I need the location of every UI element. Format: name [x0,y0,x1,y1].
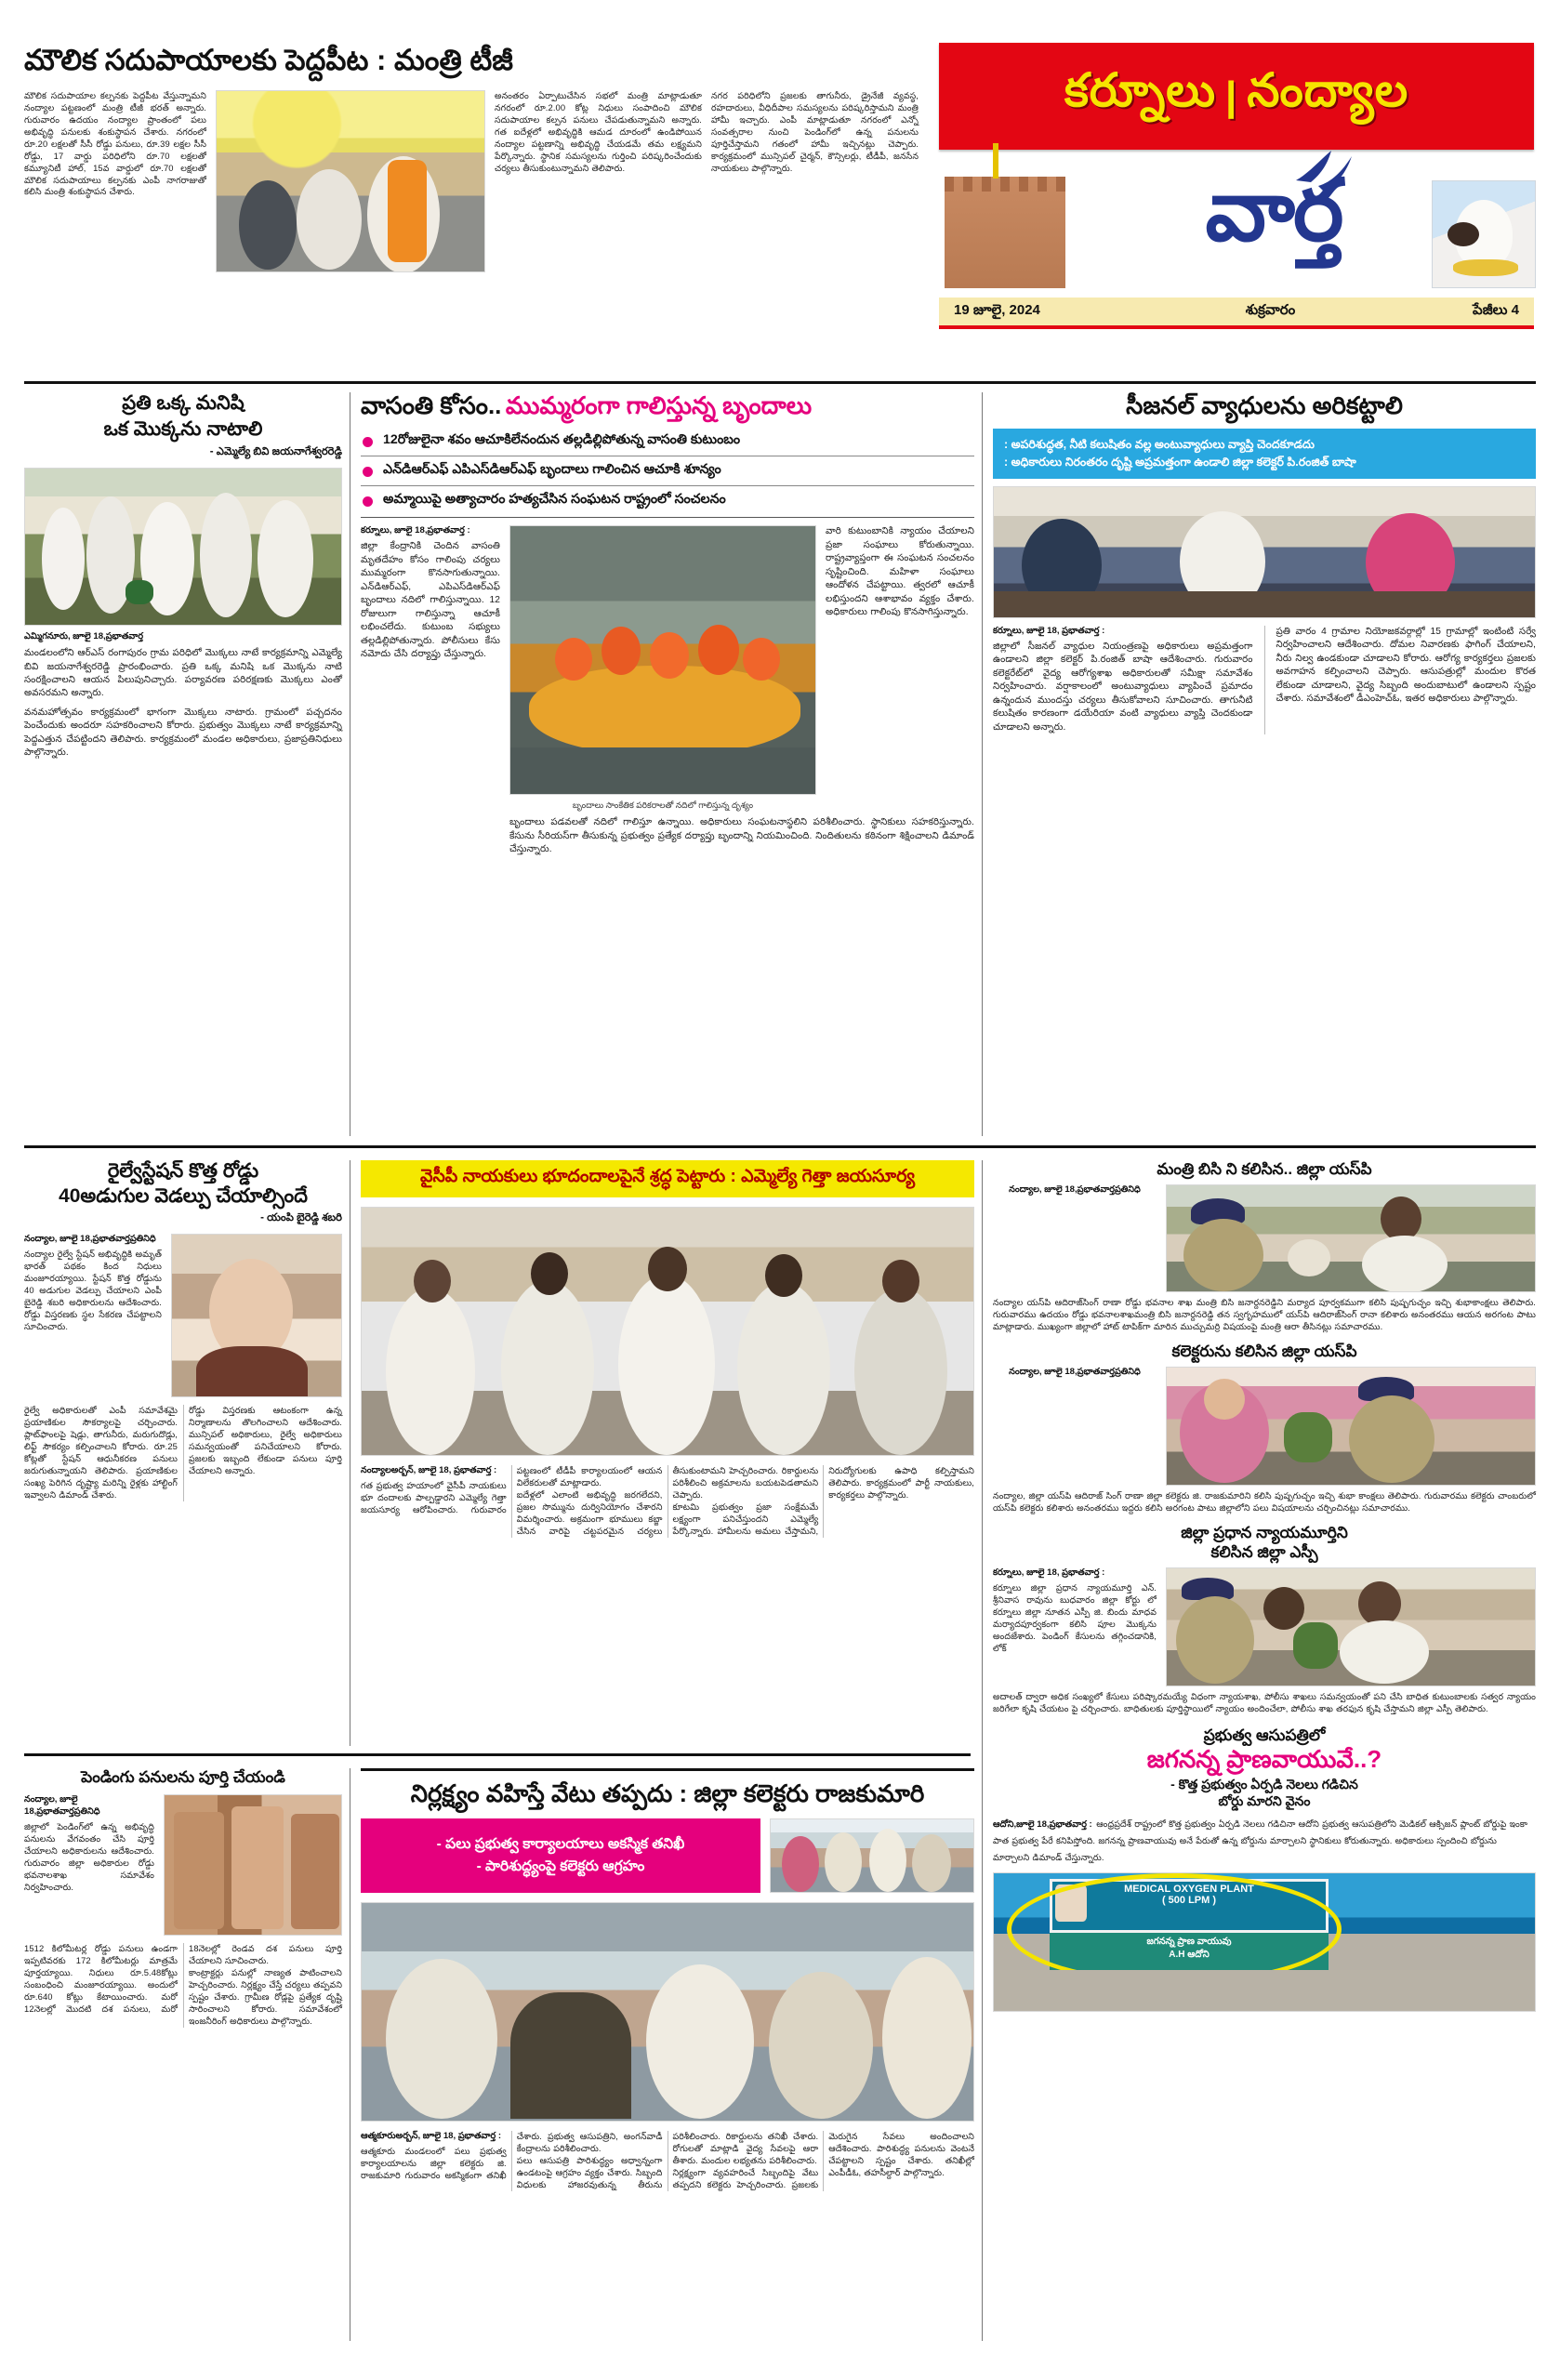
railway-headline-2: 40అడుగుల వెడల్పు చేయాల్సిందే [59,1184,308,1207]
masthead-title-right: నంద్యాల [1247,64,1409,116]
railway-headline-1: రైల్వేస్టేషన్ కొత్త రోడ్డు [107,1160,259,1182]
seasonal-ribbon-line-1: : అపరిశుద్ధత, నీటి కలుషితం వల్ల అంటువ్యాధులు వ్యాప్తి చెందకూడదు [1004,438,1315,452]
vasanthi-col2: బృందాలు పడవలతో నదిలో గాలిస్తూ ఉన్నాయి. అధికారులు సంఘటనాస్థలిని పరిశీలించారు. స్థానికులు సహకరిస్తున్నారు. కేసును సీరియస్‌గా తీసుకున్న ప్రభుత్వం ప్రత్యేక దర్యాప్తు బృందాన్ని నియమించింది. నిందితులను కఠినంగా శిక్షించాలని డిమాండ్ చేస్తున్నారు. [509,817,974,855]
judge-sp-headline-2: కలిసిన జిల్లా ఎస్పీ [1210,1542,1318,1561]
oxygen-sign-line-3: జగనన్న ప్రాణ వాయువు [1146,1937,1232,1948]
row-divider-3 [24,1753,971,1756]
ysrcp-col1: గత ప్రభుత్వ హయాంలో వైసీపీ నాయకులు భూ దందాలకు పాల్పడ్డారని ఎమ్మెల్యే గెత్తా జయసూర్య ఆరోపించారు. గురువారం పట్టణంలో టీడీపీ కార్యాలయంలో ఆయన విలేకరులతో మాట్లాడారు. [361,1465,663,1514]
raid-col3: నిర్లక్ష్యంగా వ్యవహరించే సిబ్బందిపై వేటు తప్పదని కలెక్టరు హెచ్చరించారు. ప్రజలకు మెరుగైన సేవలు అందించాలని ఆదేశించారు. పారిశుద్ధ్య పనులను వెంటనే చేపట్టాలని స్పష్టం చేశారు. తనిఖీల్లో ఎంపీడీఓ, తహసీల్దార్ పాల్గొన్నారు. [672,2131,974,2189]
story-collector-sp [993,1342,1536,1514]
date-bar [939,298,1534,329]
pending-col3: కాంట్రాక్టర్లు పనుల్లో నాణ్యత పాటించాలని హెచ్చరించారు. నిర్లక్ష్యం చేస్తే చర్యలు తప్పవని స్పష్టం చేశారు. గ్రామీణ రోడ్లపై ప్రత్యేక దృష్టి సారించాలని కోరారు. సమావేశంలో ఇంజనీరింగ్ అధికారులు పాల్గొన్నారు. [189,1966,342,2026]
ysrcp-headline: వైసీపీ నాయకులు భూదందాలపైనే శ్రద్ధ పెట్టారు : ఎమ్మెల్యే గెత్తా జయసూర్య [419,1167,916,1186]
oxygen-sign-line-4: A.H ఆదోని [1169,1950,1210,1961]
seasonal-ribbon [993,429,1536,479]
raid-photo-large [361,1902,974,2122]
story-ysrcp [361,1160,974,1538]
publication-day: శుక్రవారం [1245,301,1296,318]
raid-photo-small [770,1818,974,1893]
seasonal-col2: ప్రతి వారం 4 గ్రామాల నియోజకవర్గాల్లో 15 గ్రామాల్లో ఇంటింటి సర్వే నిర్వహించాలని ఆదేశించారు. దోమల నివారణకు ఫాగింగ్ చేయాలని, నీరు నిల్వ ఉండకుండా చూడాలని కోరారు. ఆరోగ్య కార్యకర్తలు ప్రజలకు అవగాహన కల్పించాలని చెప్పారు. ఆసుపత్రుల్లో మందుల కొరత లేకుండా చూడాలని, వైద్య సిబ్బంది అందుబాటులో ఉండాలని స్పష్టం చేశారు. సమావేశంలో డీఎంహెచ్‌ఓ, ఇతర అధికారులు పాల్గొన్నారు. [1276,626,1536,705]
railway-byline: - యంపి బైరెడ్డి శబరి [260,1212,342,1224]
pending-col1: జిల్లాలో పెండింగ్‌లో ఉన్న అభివృద్ధి పనులను వేగవంతం చేసి పూర్తి చేయాలని అధికారులను ఆదేశించారు. గురువారం జిల్లా అధికారుల రోడ్డు భవనాలశాఖ సమావేశం నిర్వహించారు. [24,1821,154,1892]
raid-ribbon-line-1: - పలు ప్రభుత్వ కార్యాలయాలు అకస్మిక తనిఖీ [436,1836,685,1853]
collector-sp-photo [1166,1367,1536,1486]
vasanthi-headline-pink: ముమ్మరంగా గాలిస్తున్న బృందాలు [505,391,813,419]
raid-col2: పలు ఆసుపత్రి పారిశుద్ధ్యం అధ్వాన్నంగా ఉండటంపై ఆగ్రహం వ్యక్తం చేశారు. సిబ్బంది విధులకు హాజరవుతున్న తీరును పరిశీలించారు. రికార్డులను తనిఖీ చేశారు. రోగులతో మాట్లాడి వైద్య సేవలపై ఆరా తీశారు. మందుల లభ్యతను పరిశీలించారు. [516,2131,819,2189]
judge-sp-body-1: కర్నూలు జిల్లా ప్రధాన న్యాయమూర్తి ఎన్. శ్రీనివాస రావును బుధవారం జిల్లా కోర్టు లో కర్నూలు జిల్లా నూతన ఎస్పీ జి. బిందు మాధవ మర్యాదపూర్వకంగా కలిసి పూల మొక్కను అందజేశారు. పెండింగ్ కేసులను తగ్గించడానికి, లోక్ [993,1581,1157,1653]
vasanthi-headline-black: వాసంతి కోసం.. [361,391,502,419]
oxygen-sign-line-2: ( 500 LPM ) [1161,1895,1217,1907]
masthead-wordmark [1078,152,1469,292]
masthead-divider: | [1225,73,1238,119]
story-railway [24,1160,342,1501]
plant-body-2: వనమహోత్సవం కార్యక్రమంలో భాగంగా మొక్కలు నాటారు. గ్రామంలో పచ్చదనం పెంచేందుకు అందరూ సహకరించాలని కోరారు. ప్రభుత్వం మొక్కలు నాటే కార్యక్రమాన్ని పెద్దఎత్తున చేపట్టిందని తెలిపారు. కార్యక్రమంలో మండల అధికారులు, ప్రజాప్రతినిధులు పాల్గొన్నారు. [24,707,342,759]
vasanthi-col3: వారి కుటుంబానికి న్యాయం చేయాలని ప్రజా సంఘాలు కోరుతున్నాయి. రాష్ట్రవ్యాప్తంగా ఈ సంఘటన సంచలనం సృష్టించింది. మహిళా సంఘాలు ఆందోళన చేపట్టాయి. త్వరలో ఆచూకీ లభిస్తుందని ఆశాభావం వ్యక్తం చేశారు. అధికారులు గాలింపు కొనసాగిస్తున్నారు. [826,526,974,618]
col-divider-b [982,392,983,1136]
plant-headline-1: ప్రతి ఒక్క మనిషి [122,392,245,414]
plant-body-1: మండలంలోని ఆర్‌ఎస్ రంగాపురం గ్రామ పరిధిలో మొక్కలు నాటే కార్యక్రమాన్ని ఎమ్మెల్యే బివి జయనాగేశ్వరరెడ్డి ప్రారంభించారు. ప్రతి ఒక్క మనిషి ఒక మొక్కను నాటి సంరక్షించాలని ఆయన పిలుపునిచ్చారు. పర్యావరణ పరిరక్షణకు మొక్కలు ఎంతో అవసరమని అన్నారు. [24,648,342,699]
judge-sp-photo [1166,1567,1536,1686]
railway-col1: నంద్యాల రైల్వే స్టేషన్ అభివృద్ధికి అమృత్ భారత్ పథకం కింద నిధులు మంజూరయ్యాయి. స్టేషన్ కొత్త రోడ్డును 40 అడుగుల వెడల్పు చేయాలని ఎంపీ బైరెడ్డి శబరి అధికారులను ఆదేశించారు. రోడ్డు విస్తరణకు స్థల సేకరణ చేపట్టాలని సూచించారు. [24,1249,162,1331]
publication-date: 19 జూలై, 2024 [954,301,1040,318]
seasonal-photo [993,486,1536,618]
minister-sp-photo [1166,1184,1536,1292]
pending-headline: పెండింగు పనులను పూర్తి చేయండి [81,1768,285,1786]
story-collector-raid [361,1768,974,2191]
vasanthi-col1: జిల్లా కేంద్రానికి చెందిన వాసంతి మృతదేహం కోసం గాలింపు చర్యలు ముమ్మరంగా కొనసాగుతున్నాయి. ఎన్‌డిఆర్‌ఎఫ్, ఎపిఎస్‌డిఆర్‌ఎఫ్ బృందాలు నదిలో గాలిస్తున్నాయి. 12 రోజులుగా గాలిస్తున్నా ఆచూకీ లభించలేదు. కుటుంబ సభ్యులు తల్లడిల్లిపోతున్నారు. పోలీసులు కేసు నమోదు చేసి దర్యాప్తు చేస్తున్నారు. [361,541,500,659]
plant-dateline: ఎమ్మిగనూరు, జూలై 18,ప్రభాతవార్త [24,631,144,642]
story-seasonal [993,392,1536,734]
minister-sp-dateline: నంద్యాల, జూలై 18,ప్రభాతవార్తప్రతినిధి [1009,1184,1141,1196]
ysrcp-col2: ఐదేళ్లలో ఎలాంటి అభివృద్ధి జరగలేదని, ప్రజల సొమ్మును దుర్వినియోగం చేశారని విమర్శించారు. అక్రమంగా భూములు కబ్జా చేసిన వారిపై చట్టపరమైన చర్యలు తీసుకుంటామని హెచ్చరించారు. రికార్డులను పరిశీలించి అక్రమాలను బయటపెడతామని చెప్పారు. [516,1465,819,1536]
seasonal-ribbon-line-2: : అధికారులు నిరంతరం దృష్టి అప్రమత్తంగా ఉండాలి జిల్లా కలెక్టర్ పి.రంజిత్ బాషా [1004,455,1356,469]
story-oxygen [993,1726,1536,2012]
masthead-title-left: కర్నూలు [1064,64,1217,116]
story-vasanthi [361,392,974,857]
raid-ribbon-line-2: - పారిశుద్ధ్యంపై కలెక్టరు ఆగ్రహం [476,1858,645,1875]
pending-dateline: నంద్యాల, జూలై 18,ప్రభాతవార్తప్రతినిధి [24,1794,100,1818]
plant-photo [24,468,342,626]
judge-sp-body-2: అదాలత్ ద్వారా అధిక సంఖ్యలో కేసులు పరిష్కారమయ్యే విధంగా న్యాయశాఖ, పోలీసు శాఖలు సమన్వయంతో పని చేసి బాధిత కుటుంబాలకు సత్వర న్యాయం జరిగేలా కృషి చేయటం పై చర్చించారు. బాధితులకు పూర్తిస్థాయిలో న్యాయం అందించేలా, పోలీసు శాఖ తరఫున కృషి చేస్తామని జిల్లా ఎస్పీ తెలిపారు. [993,1690,1536,1713]
seasonal-col1: జిల్లాలో సీజనల్ వ్యాధుల నియంత్రణపై అధికారులు అప్రమత్తంగా ఉండాలని జిల్లా కలెక్టర్ పి.రంజిత్ బాషా ఆదేశించారు. గురువారం కలెక్టరేట్‌లో వైద్య ఆరోగ్యశాఖ అధికారులతో సమీక్షా సమావేశం నిర్వహించారు. వర్షాకాలంలో అంటువ్యాధులు వ్యాపించే ప్రమాదం ఉన్నందున ముందస్తు చర్యలు తీసుకోవాలని సూచించారు. తాగునీటి కలుషితం కారణంగా డయేరియా వంటి వ్యాధులు వ్యాప్తి చెందకుండా చూడాలని అన్నారు. [993,641,1253,733]
story-judge-sp [993,1524,1536,1715]
raid-col1: ఆత్మకూరు మండలంలో పలు ప్రభుత్వ కార్యాలయాలను జిల్లా కలెక్టరు జి. రాజకుమారి గురువారం అకస్మికంగా తనిఖీ చేశారు. ప్రభుత్వ ఆసుపత్రిని, అంగన్‌వాడీ కేంద్రాలను పరిశీలించారు. [361,2131,663,2181]
fort-illustration [945,177,1065,288]
minister-sp-body: నంద్యాల యస్‌పి ఆదిరాజ్‌సింగ్ రాణా రోడ్డు భవనాల శాఖ మంత్రి బిసి జనార్దనరెడ్డిని మర్యాద పూర్వకముగా కలిసి పుష్పగుచ్ఛం ఇచ్చి శుభాకాంక్షలు తెలిపారు. గురువారము ఉదయం రోడ్డు భవనాలశాఖమంత్రి బిసి జనార్దనరెడ్డి తన స్వగృహములో యస్‌పి ఆదిరాజ్‌సింగ్ రానా కలిశారు అనంతరము ఆయన అరగంట పాటు మాట్లాడారు. ముఖ్యంగా జిల్లాలో హాట్ టాపిక్‌గా మారిన ముచ్చుమర్రి విషయంపై మంత్రి ఆరా తీసినట్లు సమాచారము. [993,1297,1536,1331]
top-story-col2: అనంతరం ఏర్పాటుచేసిన సభలో మంత్రి మాట్లాడుతూ నగరంలో రూ.2.00 కోట్ల నిధులు సంపాదించి మౌలిక సదుపాయాల కల్పన పనులు చేపడుతున్నామని అన్నారు. గత ఐదేళ్లలో అభివృద్ధికి ఆమడ దూరంలో ఉండిపోయిన నంద్యాల పట్టణాన్ని అభివృద్ధి చేయడమే తమ లక్ష్యమని పేర్కొన్నారు. స్థానిక సమస్యలను గుర్తించి పరిష్కరించేందుకు చర్యలు తీసుకుంటున్నామని తెలిపారు. [495,89,702,173]
oxygen-sign-line-1: MEDICAL OXYGEN PLANT [1124,1884,1254,1896]
row-divider-2 [24,1145,1536,1148]
masthead-banner [939,43,1534,150]
oxygen-body: ఆంధ్రప్రదేశ్ రాష్ట్రంలో కొత్త ప్రభుత్వం ఏర్పడి నెలలు గడిచినా ఆదోని ప్రభుత్వ ఆసుపత్రిలోని మెడికల్ ఆక్సిజన్ ప్లాంట్ బోర్డుపై ఇంకా పాత ప్రభుత్వ పేరే కనిపిస్తోంది. జగనన్న ప్రాణవాయువు అనే పేరుతో ఉన్న బోర్డును మార్చాలని స్థానికులు కోరుతున్నారు. అధికారులు స్పందించి బోర్డును మార్చాలని డిమాండ్ చేస్తున్నారు. [993,1818,1528,1863]
oxygen-headline-1: ప్రభుత్వ ఆసుపత్రిలో [1203,1726,1326,1744]
top-story-photo [216,90,485,272]
vasanthi-bullet-3: అమ్మాయిపై అత్యాచారం హత్యచేసిన సంఘటన రాష్ట్రంలో సంచలనం [361,485,974,515]
oxygen-dateline: ఆదోని,జూలై 18,ప్రభాతవార్త : [993,1819,1092,1831]
collector-sp-headline: కలెక్టరును కలిసిన జిల్లా యస్‌పి [1171,1342,1357,1360]
row-divider-1 [24,381,1536,384]
plant-byline: - ఎమ్మెల్యే బివి జయనాగేశ్వరరెడ్డి [209,446,342,458]
railway-dateline: నంద్యాల, జూలై 18,ప్రభాతవార్తప్రతినిధి [24,1234,156,1245]
top-story-col1: మౌలిక సదుపాయాల కల్పనకు పెద్దపీట వేస్తున్నామని నంద్యాల పట్టణంలో మంత్రి టీజీ భరత్ అన్నారు. గురువారం ఉదయం నంద్యాల ప్రాంతంలో పలు అభివృద్ధి పనులకు శంకుస్థాపన చేశారు. నగరంలో రూ.20 లక్షలతో సీసీ రోడ్డు పనులు, రూ.39 లక్షల సీసీ రోడ్డు, 17 వార్డు పరిధిలోని రూ.70 లక్షలతో కమ్యూనిటీ హాల్, 15వ వార్డులో రూ.70 లక్షలతో మౌలిక సదుపాయాలు కల్పనకు ఎంపీ నాగరాజుతో కలిసి మంత్రి శంకుస్థాపన చేశారు. [24,89,206,197]
railway-col3: రోడ్డు విస్తరణకు ఆటంకంగా ఉన్న నిర్మాణాలను తొలగించాలని ఆదేశించారు. మున్సిపల్ అధికారులు, రైల్వే అధికారులు సమన్వయంతో పనిచేయాలని కోరారు. ప్రజలకు ఇబ్బంది లేకుండా పనులు పూర్తి చేయాలని అన్నారు. [189,1405,342,1475]
vasanthi-bullet-2: ఎన్‌డిఆర్‌ఎఫ్ ఎపిఎస్‌డిఆర్‌ఎఫ్ బృందాలు గాలించిన ఆచూకి శూన్యం [361,456,974,485]
seasonal-dateline: కర్నూలు, జూలై 18, ప్రభాతవార్త : [993,625,1105,636]
vasanthi-caption: బృందాలు సాంకేతిక పరికరాలతో నదిలో గాలిస్తున్న దృశ్యం [572,800,754,811]
railway-col2: రైల్వే అధికారులతో ఎంపీ సమావేశమై ప్రయాణికుల సౌకర్యాలపై చర్చించారు. ప్లాట్‌ఫాంలపై షెడ్లు, తాగునీరు, మరుగుదొడ్లు, లిఫ్ట్ సౌకర్యం కల్పించాలని కోరారు. రూ.25 కోట్లతో స్టేషన్ ఆధునీకరణ పనులు జరుగుతున్నాయని తెలిపారు. ప్రయాణికుల సంఖ్య పెరిగిన దృష్ట్యా మరిన్ని రైళ్లకు హాల్టింగ్ ఇవ్వాలని డిమాండ్ చేశారు. [24,1405,178,1500]
ysrcp-photo [361,1207,974,1456]
seasonal-headline: సీజనల్ వ్యాధులను అరికట్టాలి [1126,391,1403,419]
nandi-photo [1432,180,1536,288]
oxygen-photo [993,1872,1536,2012]
minister-sp-headline: మంత్రి బిసి ని కలిసిన.. జిల్లా యస్‌పి [1157,1160,1372,1178]
story-minister-sp [993,1160,1536,1333]
vasanthi-bullet-1: 12రోజులైనా శవం ఆచూకిలేనందున తల్లడిల్లిపోతున్న వాసంతి కుటుంబం [361,427,974,456]
vasanthi-col2-a [361,816,500,856]
top-story-col3: నగర పరిధిలోని ప్రజలకు తాగునీరు, డ్రైనేజీ వ్యవస్థ, రహదారులు, వీధిదీపాల సమస్యలను పరిష్కరిస్తామని మంత్రి హామీ ఇచ్చారు. ఎంపీ మాట్లాడుతూ నగరంలో ఎన్నో సంవత్సరాల నుంచి పెండింగ్‌లో ఉన్న పనులను పూర్తిచేస్తామని గతంలో హామీ ఇచ్చినట్లు చెప్పారు. కార్యక్రమంలో మున్సిపల్ చైర్మన్, కౌన్సిలర్లు, టీడీపీ, జనసేన నాయకులు పాల్గొన్నారు. [711,89,919,173]
vasanthi-dateline: కర్నూలు, జూలై 18,ప్రభాతవార్త : [361,525,470,536]
raid-headline: నిర్లక్ష్యం వహిస్తే వేటు తప్పదు : జిల్లా కలెక్టరు రాజకుమారి [410,1779,925,1807]
wordmark-text: వార్త [1205,164,1342,258]
raid-ribbon [361,1818,760,1893]
oxygen-sub-2: బోర్డు మారని వైనం [1218,1792,1311,1808]
masthead [939,26,1536,333]
plant-headline-2: ఒక మొక్కను నాటాలి [103,417,263,440]
vasanthi-photo [509,525,816,795]
ysrcp-col3: కూటమి ప్రభుత్వం ప్రజా సంక్షేమమే లక్ష్యంగా పనిచేస్తుందని ఎమ్మెల్యే పేర్కొన్నారు. హామీలను అమలు చేస్తామని, నిరుద్యోగులకు ఉపాధి కల్పిస్తామని తెలిపారు. కార్యక్రమంలో పార్టీ నాయకులు, కార్యకర్తలు పాల్గొన్నారు. [672,1465,974,1536]
oxygen-sub-1: - కొత్త ప్రభుత్వం ఏర్పడి నెలలు గడిచిన [1170,1777,1358,1792]
pending-photo [164,1794,342,1936]
col-divider-d [982,1160,983,2341]
ysrcp-headline-ribbon [361,1160,974,1197]
judge-sp-headline-1: జిల్లా ప్రధాన న్యాయమూర్తిని [1181,1523,1348,1541]
oxygen-headline-pink: జగనన్న ప్రాణవాయువే..? [1146,1744,1382,1773]
collector-sp-dateline: నంద్యాల, జూలై 18,ప్రభాతవార్తప్రతినిధి [1009,1366,1141,1377]
pending-col2: 1512 కిలోమీటర్ల రోడ్డు పనులు ఉండగా ఇప్పటివరకు 172 కిలోమీటర్లు మాత్రమే పూర్తయ్యాయి. నిధులు రూ.5.48కోట్లు సంబంధించి మంజూరయ్యాయి. అందులో రూ.640 కోట్లు కేటాయించారు. మరో 12నెలల్లో మొదటి దశ పనులు, మరో 18నెలల్లో రెండవ దశ పనులు పూర్తి చేయాలని సూచించారు. [24,1943,342,2014]
page-count: పేజీలు 4 [1473,301,1519,318]
ysrcp-dateline: నంద్యాలఅర్బన్, జూలై 18, ప్రభాతవార్త : [361,1465,497,1475]
top-story [24,45,919,272]
right-column-stack [993,1160,1536,2012]
judge-sp-dateline: కర్నూలు, జూలై 18, ప్రభాతవార్త : [993,1567,1105,1578]
vasanthi-bullets [361,427,974,515]
top-story-headline: మౌలిక సదుపాయాలకు పెద్దపీట : మంత్రి టీజీ [24,44,513,76]
railway-portrait [171,1234,342,1397]
story-pending [24,1768,342,2028]
story-plant [24,392,342,760]
raid-dateline: ఆత్మకూరుఅర్బన్, జూలై 18, ప్రభాతవార్త : [361,2131,502,2142]
collector-sp-body: నంద్యాల, జిల్లా యస్‌పి ఆదిరాజ్ సింగ్ రాణా జిల్లా కలెక్టరు జి. రాజకుమారిని కలిసి పుష్పగుచ్ఛం ఇచ్చి శుభా కాంక్షలు తెలిపారు. గురువారము కలెక్టరు చాంబరులో యస్‌పి కలెక్టరు కలిశారు అనంతరము ఇద్దరు కలిసి అరగంట పాటు జిల్లాలోని పలు విషయాలను చర్చించినట్లు సమాచారము. [993,1489,1536,1513]
